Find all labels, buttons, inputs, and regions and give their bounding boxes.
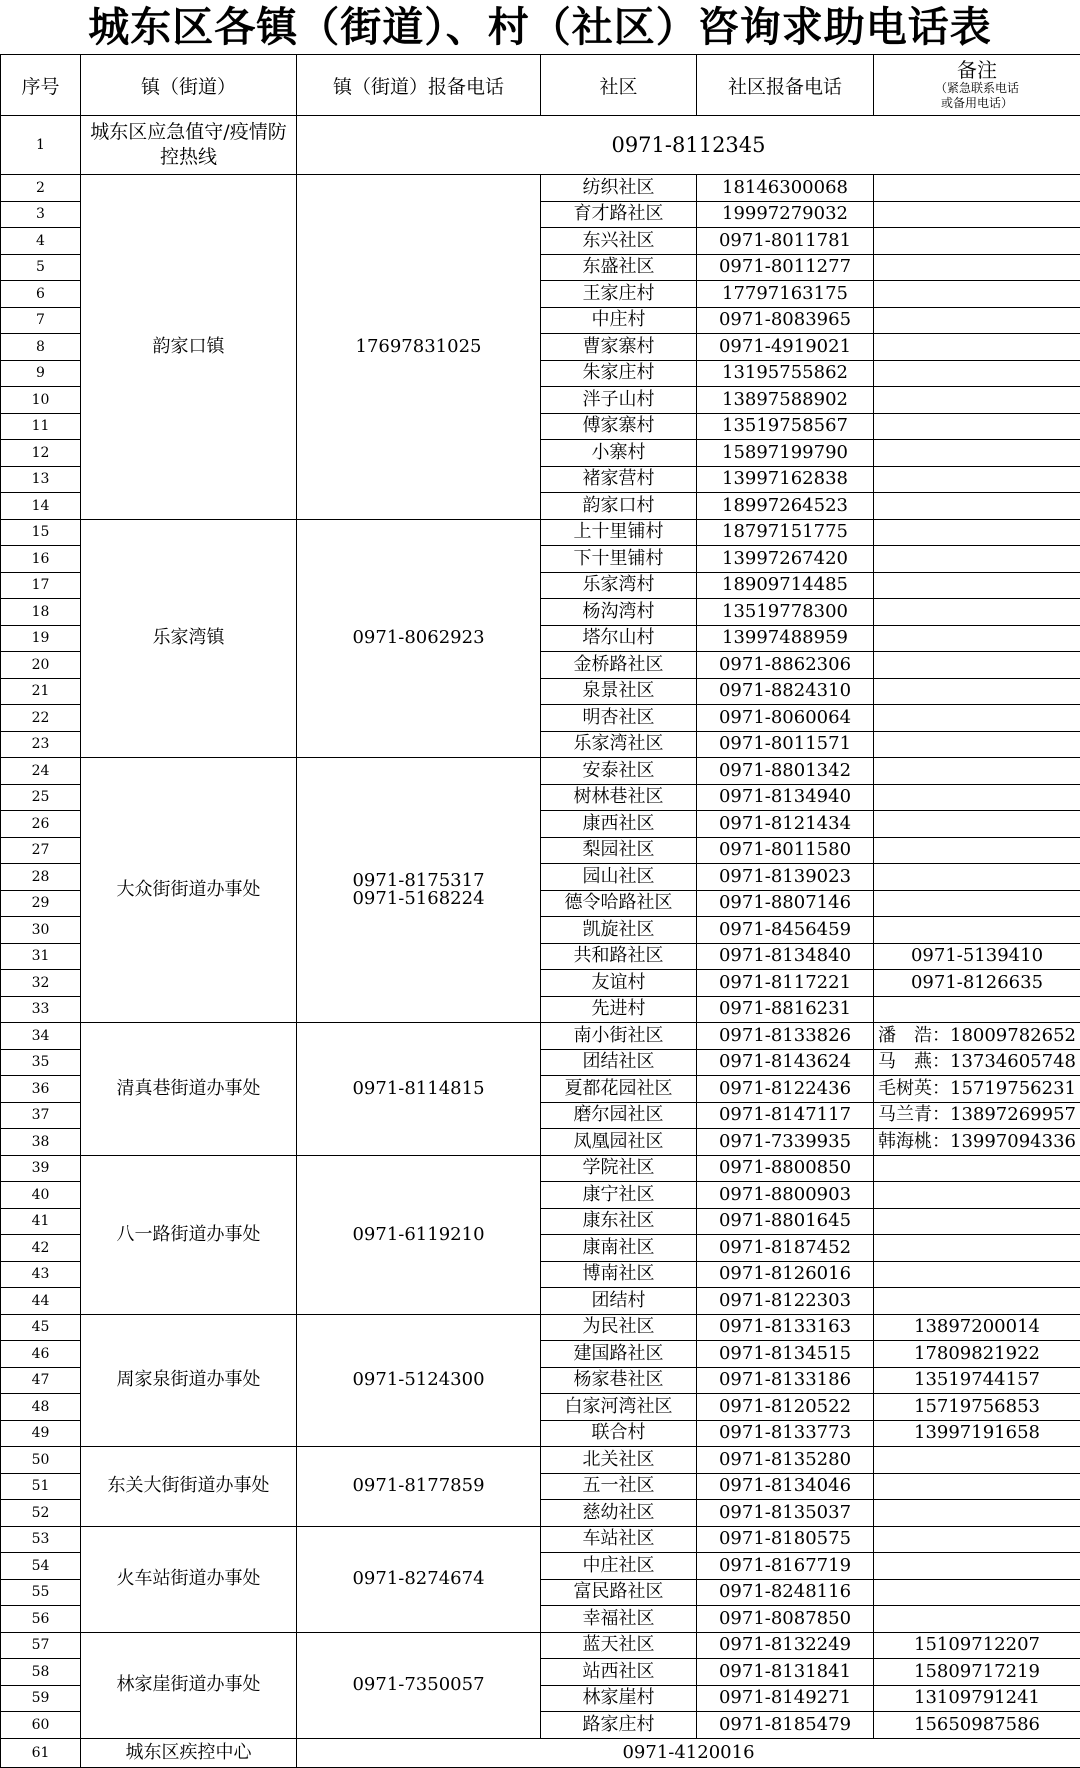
hotline-row <box>1 116 1080 175</box>
row-seq: 52 <box>1 1500 81 1527</box>
community-name: 乐家湾社区 <box>541 731 697 758</box>
row-seq: 15 <box>1 519 81 546</box>
note-phone <box>874 466 1080 493</box>
town-phone: 0971-8114815 <box>297 1023 541 1156</box>
community-phone: 0971-8185479 <box>697 1712 874 1739</box>
community-name: 园山社区 <box>541 864 697 891</box>
row-seq: 17 <box>1 572 81 599</box>
community-phone: 0971-8011781 <box>697 228 874 255</box>
community-phone: 13997162838 <box>697 466 874 493</box>
row-seq: 11 <box>1 413 81 440</box>
row-seq: 31 <box>1 943 81 970</box>
note-phone: 17809821922 <box>874 1341 1080 1368</box>
community-phone: 0971-8816231 <box>697 996 874 1023</box>
row-seq: 22 <box>1 705 81 732</box>
row-seq: 18 <box>1 599 81 626</box>
note-phone <box>874 281 1080 308</box>
community-name: 东盛社区 <box>541 254 697 281</box>
community-phone: 0971-8060064 <box>697 705 874 732</box>
town-name: 大众街街道办事处 <box>81 758 297 1023</box>
community-phone: 0971-8132249 <box>697 1632 874 1659</box>
row-seq: 58 <box>1 1659 81 1686</box>
row-seq: 14 <box>1 493 81 520</box>
community-phone: 0971-8011580 <box>697 837 874 864</box>
note-phone <box>874 1261 1080 1288</box>
community-phone: 0971-8133186 <box>697 1367 874 1394</box>
town-phone: 0971-8175317 0971-5168224 <box>297 758 541 1023</box>
community-name: 塔尔山村 <box>541 625 697 652</box>
community-phone: 0971-8139023 <box>697 864 874 891</box>
row-seq: 20 <box>1 652 81 679</box>
community-name: 褚家营村 <box>541 466 697 493</box>
row-seq: 57 <box>1 1632 81 1659</box>
community-name: 磨尔园社区 <box>541 1102 697 1129</box>
community-name: 泉景社区 <box>541 678 697 705</box>
note-phone <box>874 201 1080 228</box>
row-seq: 54 <box>1 1553 81 1580</box>
community-name: 傅家寨村 <box>541 413 697 440</box>
note-phone <box>874 652 1080 679</box>
note-phone <box>874 917 1080 944</box>
note-phone <box>874 1235 1080 1262</box>
header-town: 镇（街道） <box>81 55 297 116</box>
row-seq: 59 <box>1 1685 81 1712</box>
community-name: 明杏社区 <box>541 705 697 732</box>
row-seq: 42 <box>1 1235 81 1262</box>
row-seq: 3 <box>1 201 81 228</box>
community-name: 泮子山村 <box>541 387 697 414</box>
row-seq: 55 <box>1 1579 81 1606</box>
community-phone: 0971-8011571 <box>697 731 874 758</box>
community-name: 慈幼社区 <box>541 1500 697 1527</box>
community-phone: 0971-8456459 <box>697 917 874 944</box>
row-seq: 50 <box>1 1447 81 1474</box>
community-phone: 0971-8083965 <box>697 307 874 334</box>
row-seq: 35 <box>1 1049 81 1076</box>
community-name: 为民社区 <box>541 1314 697 1341</box>
page-title: 城东区各镇（街道）、村（社区）咨询求助电话表 <box>0 0 1080 54</box>
community-name: 下十里铺村 <box>541 546 697 573</box>
note-phone <box>874 731 1080 758</box>
community-phone: 18909714485 <box>697 572 874 599</box>
community-phone: 13519758567 <box>697 413 874 440</box>
table-row <box>1 175 1080 202</box>
note-phone <box>874 175 1080 202</box>
row-seq: 2 <box>1 175 81 202</box>
table-row <box>1 1447 1080 1474</box>
note-phone <box>874 837 1080 864</box>
town-name: 八一路街道办事处 <box>81 1155 297 1314</box>
community-name: 五一社区 <box>541 1473 697 1500</box>
note-phone <box>874 1500 1080 1527</box>
note-phone: 13897200014 <box>874 1314 1080 1341</box>
row-seq: 23 <box>1 731 81 758</box>
note-phone <box>874 1473 1080 1500</box>
note-phone <box>874 758 1080 785</box>
note-phone <box>874 572 1080 599</box>
note-phone: 马兰青：13897269957 <box>874 1102 1080 1129</box>
community-phone: 13997488959 <box>697 625 874 652</box>
community-phone: 19997279032 <box>697 201 874 228</box>
community-phone: 0971-8133773 <box>697 1420 874 1447</box>
community-phone: 0971-7339935 <box>697 1129 874 1156</box>
town-name: 东关大街街道办事处 <box>81 1447 297 1527</box>
community-name: 韵家口村 <box>541 493 697 520</box>
community-phone: 0971-8122303 <box>697 1288 874 1315</box>
row-seq: 9 <box>1 360 81 387</box>
community-name: 凤凰园社区 <box>541 1129 697 1156</box>
community-phone: 0971-8800850 <box>697 1155 874 1182</box>
hotline-seq: 1 <box>1 116 81 175</box>
community-phone: 13997267420 <box>697 546 874 573</box>
community-phone: 0971-8149271 <box>697 1685 874 1712</box>
community-phone: 0971-8117221 <box>697 970 874 997</box>
note-phone <box>874 1208 1080 1235</box>
note-phone <box>874 360 1080 387</box>
note-phone: 马 燕：13734605748 <box>874 1049 1080 1076</box>
row-seq: 5 <box>1 254 81 281</box>
row-seq: 24 <box>1 758 81 785</box>
community-phone: 0971-8122436 <box>697 1076 874 1103</box>
note-phone <box>874 890 1080 917</box>
cdc-name: 城东区疾控中心 <box>81 1738 297 1767</box>
community-phone: 0971-8143624 <box>697 1049 874 1076</box>
row-seq: 26 <box>1 811 81 838</box>
note-phone: 13109791241 <box>874 1685 1080 1712</box>
community-name: 博南社区 <box>541 1261 697 1288</box>
note-phone <box>874 546 1080 573</box>
community-phone: 0971-8135037 <box>697 1500 874 1527</box>
row-seq: 53 <box>1 1526 81 1553</box>
cdc-row <box>1 1738 1080 1767</box>
community-phone: 0971-8180575 <box>697 1526 874 1553</box>
row-seq: 46 <box>1 1341 81 1368</box>
note-phone <box>874 334 1080 361</box>
cdc-phone: 0971-4120016 <box>297 1738 1080 1767</box>
header-community: 社区 <box>541 55 697 116</box>
note-phone <box>874 996 1080 1023</box>
note-phone: 韩海桃：13997094336 <box>874 1129 1080 1156</box>
row-seq: 10 <box>1 387 81 414</box>
community-name: 蓝天社区 <box>541 1632 697 1659</box>
row-seq: 7 <box>1 307 81 334</box>
community-name: 路家庄村 <box>541 1712 697 1739</box>
note-phone: 0971-8126635 <box>874 970 1080 997</box>
note-phone <box>874 1526 1080 1553</box>
town-phone: 0971-8274674 <box>297 1526 541 1632</box>
row-seq: 49 <box>1 1420 81 1447</box>
hotline-name: 城东区应急值守/疫情防控热线 <box>81 116 297 175</box>
community-phone: 0971-8807146 <box>697 890 874 917</box>
note-phone <box>874 625 1080 652</box>
note-phone <box>874 1579 1080 1606</box>
community-name: 育才路社区 <box>541 201 697 228</box>
row-seq: 56 <box>1 1606 81 1633</box>
row-seq: 12 <box>1 440 81 467</box>
community-name: 金桥路社区 <box>541 652 697 679</box>
row-seq: 29 <box>1 890 81 917</box>
note-phone <box>874 307 1080 334</box>
community-phone: 15897199790 <box>697 440 874 467</box>
community-name: 梨园社区 <box>541 837 697 864</box>
row-seq: 38 <box>1 1129 81 1156</box>
community-phone: 0971-8126016 <box>697 1261 874 1288</box>
note-phone <box>874 493 1080 520</box>
table-row <box>1 1155 1080 1182</box>
community-phone: 0971-8133163 <box>697 1314 874 1341</box>
table-header-row <box>1 55 1080 116</box>
header-note-main: 备注 <box>874 59 1080 81</box>
note-phone <box>874 705 1080 732</box>
community-name: 团结社区 <box>541 1049 697 1076</box>
community-phone: 18797151775 <box>697 519 874 546</box>
note-phone <box>874 387 1080 414</box>
community-name: 幸福社区 <box>541 1606 697 1633</box>
row-seq: 34 <box>1 1023 81 1050</box>
town-phone: 0971-5124300 <box>297 1314 541 1447</box>
community-name: 纺织社区 <box>541 175 697 202</box>
note-phone <box>874 599 1080 626</box>
community-name: 杨家巷社区 <box>541 1367 697 1394</box>
community-phone: 0971-8801342 <box>697 758 874 785</box>
community-name: 友谊村 <box>541 970 697 997</box>
note-phone <box>874 678 1080 705</box>
table-row <box>1 1632 1080 1659</box>
community-name: 车站社区 <box>541 1526 697 1553</box>
town-name: 林家崖街道办事处 <box>81 1632 297 1738</box>
community-name: 南小街社区 <box>541 1023 697 1050</box>
community-phone: 18146300068 <box>697 175 874 202</box>
community-name: 康东社区 <box>541 1208 697 1235</box>
row-seq: 32 <box>1 970 81 997</box>
town-name: 乐家湾镇 <box>81 519 297 758</box>
community-name: 康南社区 <box>541 1235 697 1262</box>
note-phone: 0971-5139410 <box>874 943 1080 970</box>
community-phone: 0971-8862306 <box>697 652 874 679</box>
note-phone <box>874 1288 1080 1315</box>
town-name: 火车站街道办事处 <box>81 1526 297 1632</box>
community-name: 乐家湾村 <box>541 572 697 599</box>
community-name: 建国路社区 <box>541 1341 697 1368</box>
community-name: 夏都花园社区 <box>541 1076 697 1103</box>
town-phone: 0971-8177859 <box>297 1447 541 1527</box>
town-phone: 0971-7350057 <box>297 1632 541 1738</box>
note-phone <box>874 440 1080 467</box>
note-phone: 13997191658 <box>874 1420 1080 1447</box>
community-phone: 0971-8187452 <box>697 1235 874 1262</box>
note-phone <box>874 254 1080 281</box>
row-seq: 36 <box>1 1076 81 1103</box>
community-name: 学院社区 <box>541 1155 697 1182</box>
row-seq: 44 <box>1 1288 81 1315</box>
community-phone: 0971-8011277 <box>697 254 874 281</box>
row-seq: 28 <box>1 864 81 891</box>
row-seq: 25 <box>1 784 81 811</box>
row-seq: 43 <box>1 1261 81 1288</box>
community-name: 康宁社区 <box>541 1182 697 1209</box>
community-phone: 0971-8248116 <box>697 1579 874 1606</box>
community-name: 上十里铺村 <box>541 519 697 546</box>
row-seq: 47 <box>1 1367 81 1394</box>
note-phone <box>874 413 1080 440</box>
row-seq: 33 <box>1 996 81 1023</box>
note-phone: 潘 浩：18009782652 <box>874 1023 1080 1050</box>
community-phone: 0971-4919021 <box>697 334 874 361</box>
community-name: 中庄社区 <box>541 1553 697 1580</box>
table-row <box>1 1023 1080 1050</box>
community-phone: 13897588902 <box>697 387 874 414</box>
row-seq: 39 <box>1 1155 81 1182</box>
table-row <box>1 1314 1080 1341</box>
community-name: 小寨村 <box>541 440 697 467</box>
community-name: 共和路社区 <box>541 943 697 970</box>
row-seq: 37 <box>1 1102 81 1129</box>
community-phone: 0971-8121434 <box>697 811 874 838</box>
note-phone <box>874 228 1080 255</box>
community-phone: 0971-8134940 <box>697 784 874 811</box>
community-name: 德令哈路社区 <box>541 890 697 917</box>
community-name: 中庄村 <box>541 307 697 334</box>
note-phone: 15109712207 <box>874 1632 1080 1659</box>
directory-table <box>0 54 1080 1768</box>
town-name: 周家泉街道办事处 <box>81 1314 297 1447</box>
community-phone: 0971-8131841 <box>697 1659 874 1686</box>
table-row <box>1 758 1080 785</box>
row-seq: 13 <box>1 466 81 493</box>
row-seq: 16 <box>1 546 81 573</box>
header-seq: 序号 <box>1 55 81 116</box>
community-phone: 18997264523 <box>697 493 874 520</box>
note-phone <box>874 864 1080 891</box>
community-name: 联合村 <box>541 1420 697 1447</box>
community-phone: 0971-8800903 <box>697 1182 874 1209</box>
row-seq: 45 <box>1 1314 81 1341</box>
row-seq: 8 <box>1 334 81 361</box>
row-seq: 30 <box>1 917 81 944</box>
header-note-sub2: 或备用电话） <box>874 96 1080 111</box>
note-phone: 毛树英：15719756231 <box>874 1076 1080 1103</box>
row-seq: 21 <box>1 678 81 705</box>
note-phone: 15719756853 <box>874 1394 1080 1421</box>
community-phone: 13519778300 <box>697 599 874 626</box>
town-phone: 17697831025 <box>297 175 541 520</box>
note-phone: 15809717219 <box>874 1659 1080 1686</box>
community-name: 团结村 <box>541 1288 697 1315</box>
community-name: 站西社区 <box>541 1659 697 1686</box>
note-phone: 15650987586 <box>874 1712 1080 1739</box>
row-seq: 40 <box>1 1182 81 1209</box>
row-seq: 19 <box>1 625 81 652</box>
header-note-sub1: （紧急联系电话 <box>874 81 1080 96</box>
row-seq: 41 <box>1 1208 81 1235</box>
community-phone: 17797163175 <box>697 281 874 308</box>
row-seq: 6 <box>1 281 81 308</box>
community-phone: 0971-8087850 <box>697 1606 874 1633</box>
note-phone <box>874 784 1080 811</box>
community-name: 康西社区 <box>541 811 697 838</box>
community-name: 朱家庄村 <box>541 360 697 387</box>
community-name: 先进村 <box>541 996 697 1023</box>
note-phone: 13519744157 <box>874 1367 1080 1394</box>
note-phone <box>874 1447 1080 1474</box>
cdc-seq: 61 <box>1 1738 81 1767</box>
row-seq: 51 <box>1 1473 81 1500</box>
header-town-phone: 镇（街道）报备电话 <box>297 55 541 116</box>
note-phone <box>874 1182 1080 1209</box>
community-phone: 0971-8801645 <box>697 1208 874 1235</box>
hotline-phone: 0971-8112345 <box>297 116 1080 175</box>
community-name: 林家崖村 <box>541 1685 697 1712</box>
town-phone: 0971-6119210 <box>297 1155 541 1314</box>
community-phone: 0971-8824310 <box>697 678 874 705</box>
community-name: 王家庄村 <box>541 281 697 308</box>
community-name: 凯旋社区 <box>541 917 697 944</box>
note-phone <box>874 811 1080 838</box>
community-phone: 0971-8120522 <box>697 1394 874 1421</box>
community-phone: 0971-8167719 <box>697 1553 874 1580</box>
town-name: 清真巷街道办事处 <box>81 1023 297 1156</box>
community-name: 树林巷社区 <box>541 784 697 811</box>
community-name: 北关社区 <box>541 1447 697 1474</box>
header-note <box>874 55 1080 116</box>
community-phone: 0971-8135280 <box>697 1447 874 1474</box>
community-phone: 0971-8147117 <box>697 1102 874 1129</box>
row-seq: 27 <box>1 837 81 864</box>
table-row <box>1 1526 1080 1553</box>
note-phone <box>874 1606 1080 1633</box>
community-phone: 0971-8134515 <box>697 1341 874 1368</box>
note-phone <box>874 1553 1080 1580</box>
community-phone: 13195755862 <box>697 360 874 387</box>
row-seq: 60 <box>1 1712 81 1739</box>
header-community-phone: 社区报备电话 <box>697 55 874 116</box>
community-phone: 0971-8134046 <box>697 1473 874 1500</box>
community-name: 东兴社区 <box>541 228 697 255</box>
community-phone: 0971-8133826 <box>697 1023 874 1050</box>
community-name: 白家河湾社区 <box>541 1394 697 1421</box>
row-seq: 4 <box>1 228 81 255</box>
note-phone <box>874 519 1080 546</box>
row-seq: 48 <box>1 1394 81 1421</box>
town-phone: 0971-8062923 <box>297 519 541 758</box>
town-name: 韵家口镇 <box>81 175 297 520</box>
community-name: 富民路社区 <box>541 1579 697 1606</box>
table-body <box>1 55 1080 1768</box>
note-phone <box>874 1155 1080 1182</box>
community-name: 杨沟湾村 <box>541 599 697 626</box>
community-name: 安泰社区 <box>541 758 697 785</box>
community-name: 曹家寨村 <box>541 334 697 361</box>
table-row <box>1 519 1080 546</box>
community-phone: 0971-8134840 <box>697 943 874 970</box>
